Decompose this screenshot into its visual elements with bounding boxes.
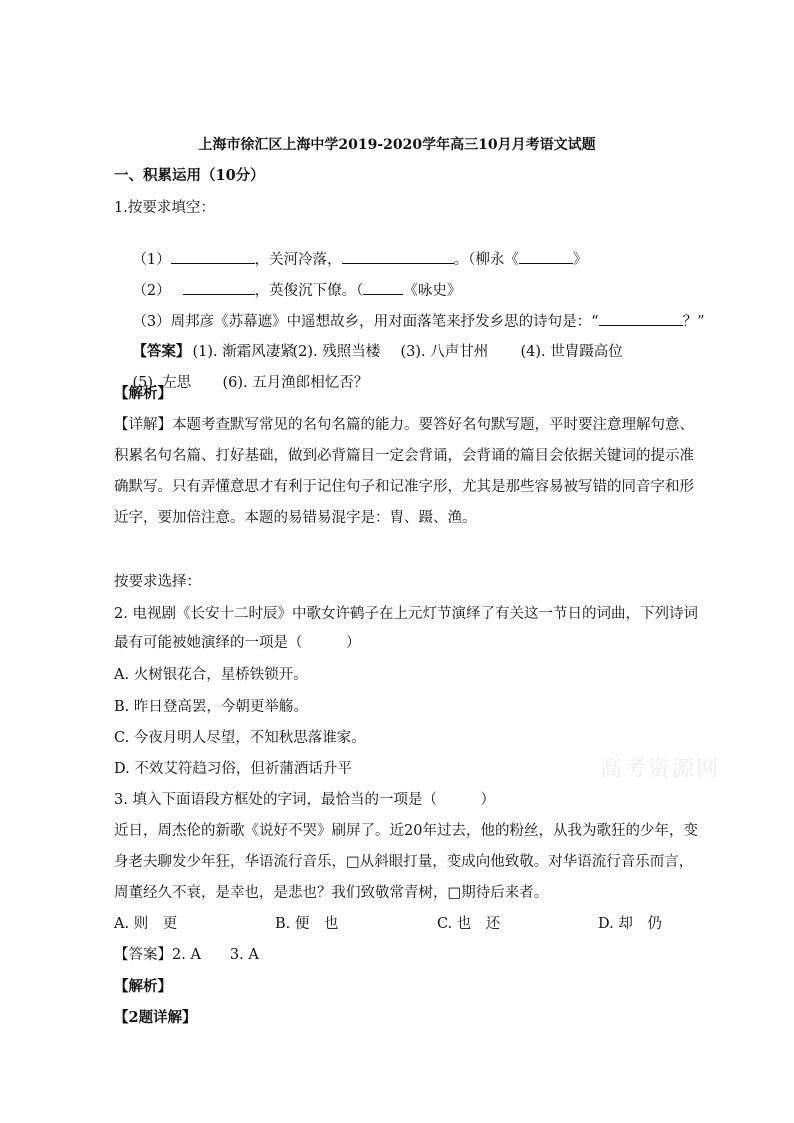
answer-item: (2). 残照当楼 (292, 344, 381, 360)
analysis-label: 【解析】 (114, 978, 172, 995)
analysis-label: 【解析】 (114, 385, 172, 402)
answer-label: 【答案】 (132, 343, 191, 360)
q1-1-end: 》 (572, 252, 588, 268)
answer-blank (519, 249, 573, 264)
q1-3-text: （3）周邦彦《苏幕遮》中遥想故乡，用对面落笔来抒发乡思的诗句是：“ (132, 314, 599, 330)
answer-item: (1). 渐霜风凄紧 (192, 344, 295, 360)
q1-2-end: 《咏史》 (403, 283, 462, 299)
question-2-line: 2. 电视剧《长安十二时辰》中歌女许鹤子在上元灯节演绎了有关这一节日的词曲，下列诗词 (114, 606, 698, 622)
answer-item: (6). 五月渔郎相忆否？ (222, 375, 369, 391)
watermark: 高考资源网 (600, 757, 721, 782)
q1-3-end: ？” (682, 314, 705, 330)
detail-line: 【详解】本题考查默写常见的名句名篇的能力。要答好名句默写题，平时要注意理解句意、 (114, 417, 694, 433)
q1-2-middle: ，英俊沉下僚。（ (254, 283, 364, 299)
section-heading: 一、积累运用（10分） (114, 167, 265, 184)
question-3-option: C. 也 还 (437, 916, 501, 932)
question-2-option: D. 不效艾符趋习俗，但祈蒲酒话升平 (114, 761, 352, 777)
question-2-option: C. 今夜月明人尽望，不知秋思落谁家。 (114, 730, 366, 746)
answer-row-2 (114, 353, 368, 413)
question-2-option: B. 昨日登高罢，今朝更举觞。 (114, 699, 308, 715)
q1-2-number: （2） (132, 283, 171, 299)
section-2-prompt: 按要求选择： (114, 574, 201, 590)
detail-line: 近字，要加倍注意。本题的易错易混字是：胄、蹑、渔。 (114, 510, 477, 526)
question-3-option: D. 却 仍 (598, 916, 662, 932)
question-2-option: A. 火树银花合，星桥铁锁开。 (114, 667, 308, 683)
q1-1-number: （1） (132, 252, 171, 268)
question-3-option: A. 则 更 (114, 916, 178, 932)
detail-line: 积累名句名篇、打好基础，做到必背篇目一定会背诵，会背诵的篇目会依据关键词的提示准 (114, 448, 694, 464)
answer-item: (5). 左思 (132, 375, 192, 391)
detail-label: 【2题详解】 (114, 1009, 197, 1026)
answer-item: (4). 世胄蹑高位 (520, 344, 623, 360)
question-3-line: 身老夫聊发少年狂，华语流行音乐，□从斜眼打量，变成向他致敬。对华语流行音乐而言， (114, 854, 694, 870)
answer-line: 【答案】2. A 3. A (114, 947, 259, 963)
question-3-prompt: 3. 填入下面语段方框处的字词，最恰当的一项是（ ） (114, 792, 495, 808)
question-3-line: 周董经久不衰，是幸也，是悲也？我们致敬常青树，□期待后来者。 (114, 885, 549, 901)
document-title: 上海市徐汇区上海中学2019-2020学年高三10月月考语文试题 (198, 137, 596, 153)
answer-item: (3). 八声甘州 (400, 344, 489, 360)
question-2-line: 最有可能被她演绎的一项是（ ） (114, 635, 361, 651)
q1-1-middle: ，关河冷落， (254, 252, 342, 268)
question-1-prompt: 1.按要求填空： (114, 200, 215, 216)
question-3-line: 近日，周杰伦的新歌《说好不哭》刷屏了。近20年过去，他的粉丝，从我为歌狂的少年，变 (114, 823, 698, 839)
q1-1-post: 。（柳永《 (453, 252, 519, 268)
detail-line: 确默写。只有弄懂意思才有利于记住句子和记准字形，尤其是那些容易被写错的同音字和形 (114, 479, 694, 495)
question-3-option: B. 便 也 (275, 916, 339, 932)
